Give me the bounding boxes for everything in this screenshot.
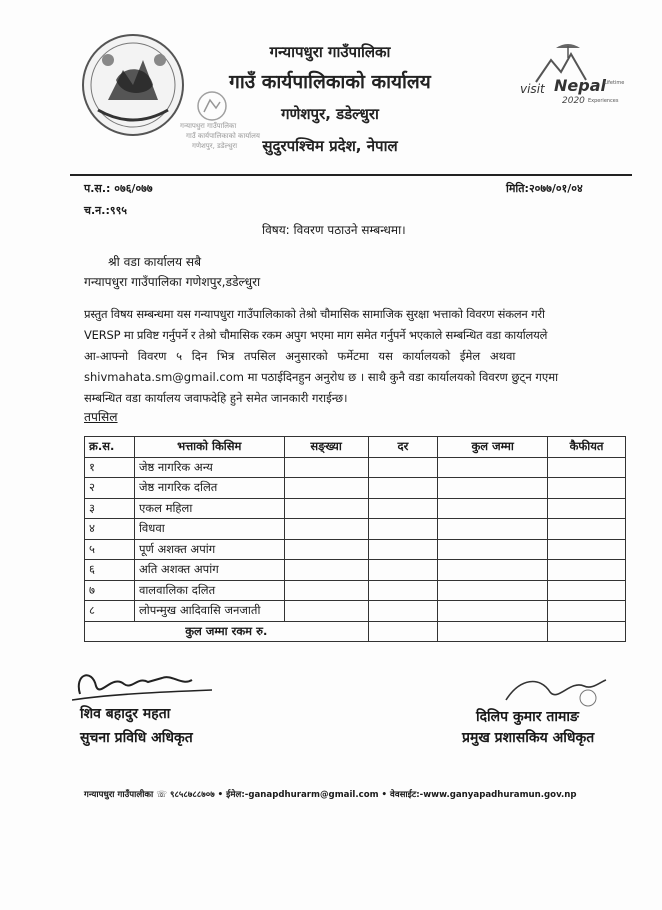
col-header-sn: क्र.स. — [85, 437, 135, 458]
table-header-row — [85, 437, 626, 458]
cell-count — [284, 478, 368, 499]
table-row — [85, 457, 626, 478]
header-line-3: गणेशपुर, डडेल्धुरा — [281, 105, 379, 123]
office-stamp — [180, 88, 268, 158]
para-line-3: आ-आफ्नो विवरण ५ दिन भित्र तपसिल अनुसारको फर्मेटमा यस कार्यालयको ईमेल अथवा — [84, 349, 516, 363]
right-signatory-name: दिलिप कुमार तामाङ — [476, 709, 579, 725]
cell-count — [284, 519, 368, 540]
cell-count — [284, 498, 368, 519]
tag-lifetime: Lifetime — [604, 80, 625, 86]
header-line-1: गन्यापधुरा गाउँपालिका — [269, 43, 391, 61]
cell-count — [284, 601, 368, 622]
right-signature-scribble — [500, 672, 610, 708]
header-line-2: गाउँ कार्यपालिकाको कार्यालय — [229, 71, 431, 93]
cell-remarks — [548, 539, 626, 560]
reference-number: प.स.: ०७६/०७७ — [84, 182, 153, 195]
subject-line: विषय: विवरण पठाउने सम्बन्धमा। — [262, 223, 406, 237]
col-header-total: कुल जम्मा — [438, 437, 548, 458]
cell-type: एकल महिला — [134, 498, 284, 519]
cell-type: जेष्ठ नागरिक अन्य — [134, 457, 284, 478]
cell-total — [438, 457, 548, 478]
right-signatory-title: प्रमुख प्रशासकिय अधिकृत — [462, 730, 595, 746]
tapasil-heading: तपसिल — [84, 410, 118, 424]
cell-count — [284, 539, 368, 560]
visit-nepal-logo — [516, 40, 626, 110]
cell-count — [284, 560, 368, 581]
cell-sn: ६ — [85, 560, 135, 581]
cell-sn: ३ — [85, 498, 135, 519]
cell-sn: १ — [85, 457, 135, 478]
cell-total — [438, 601, 548, 622]
dispatch-number: च.न.:९९५ — [84, 204, 128, 217]
table-row — [85, 519, 626, 540]
total-rate — [368, 621, 438, 642]
header-divider — [70, 174, 632, 176]
cell-remarks — [548, 498, 626, 519]
cell-count — [284, 580, 368, 601]
cell-rate — [368, 457, 438, 478]
cell-remarks — [548, 519, 626, 540]
col-header-type: भत्ताको किसिम — [134, 437, 284, 458]
para-line-5: सम्बन्धित वडा कार्यालय जवाफदेहि हुने समेत जानकारी गराईन्छ। — [84, 391, 348, 405]
visit-year: 2020 — [562, 96, 585, 106]
cell-remarks — [548, 478, 626, 499]
cell-total — [438, 560, 548, 581]
cell-rate — [368, 498, 438, 519]
table-row — [85, 539, 626, 560]
nepal-emblem-logo — [78, 30, 188, 140]
table-row — [85, 580, 626, 601]
cell-type: जेष्ठ नागरिक दलित — [134, 478, 284, 499]
footer-contact: गन्यापधुरा गाउँपालीका ☏ ९८५८७८८७०७ • ईमेल:-ganapdhurarm@gmail.com • वेवसाईट:-www.ganyapadhuramun.gov.np — [84, 790, 577, 800]
table-row — [85, 498, 626, 519]
cell-remarks — [548, 560, 626, 581]
para-line-1: प्रस्तुत विषय सम्बन्धमा यस गन्यापधुरा गाउँपालिकाको तेश्रो चौमासिक सामाजिक सुरक्षा भत्ताको विवरण संकलन गरी — [84, 307, 545, 321]
total-label: कुल जम्मा रकम रु. — [85, 621, 369, 642]
left-signatory-name: शिव बहादुर महता — [80, 706, 171, 722]
cell-remarks — [548, 601, 626, 622]
header-line-4: सुदुरपश्चिम प्रदेश, नेपाल — [262, 137, 398, 155]
cell-rate — [368, 580, 438, 601]
cell-total — [438, 498, 548, 519]
cell-sn: २ — [85, 478, 135, 499]
cell-remarks — [548, 457, 626, 478]
letter-date: मिति:२०७७/०१/०४ — [506, 182, 583, 195]
tag-experiences: Experiences — [588, 98, 619, 104]
cell-rate — [368, 560, 438, 581]
cell-total — [438, 580, 548, 601]
table-row — [85, 560, 626, 581]
table-row — [85, 601, 626, 622]
stamp-line-3: गणेशपुर, डडेल्धुरा — [192, 142, 238, 150]
nepal-word: Nepal — [554, 76, 606, 95]
total-amount — [438, 621, 548, 642]
total-remarks — [548, 621, 626, 642]
cell-total — [438, 519, 548, 540]
addressee-line-2: गन्यापधुरा गाउँपालिका गणेशपुर,डडेल्धुरा — [84, 275, 261, 289]
left-signatory-title: सुचना प्रविधि अधिकृत — [80, 730, 193, 746]
col-header-count: सङ्ख्या — [284, 437, 368, 458]
table-total-row — [85, 621, 626, 642]
body-paragraph — [84, 304, 626, 409]
cell-sn: ७ — [85, 580, 135, 601]
cell-total — [438, 539, 548, 560]
cell-type: पूर्ण अशक्त अपांग — [134, 539, 284, 560]
table-row — [85, 478, 626, 499]
cell-type: लोपन्मुख आदिवासि जनजाती — [134, 601, 284, 622]
cell-total — [438, 478, 548, 499]
cell-count — [284, 457, 368, 478]
addressee-line-1: श्री वडा कार्यालय सबै — [108, 255, 202, 269]
left-signature-scribble — [72, 664, 232, 704]
col-header-rate: दर — [368, 437, 438, 458]
cell-type: अति अशक्त अपांग — [134, 560, 284, 581]
cell-sn: ८ — [85, 601, 135, 622]
cell-rate — [368, 478, 438, 499]
stamp-line-1: गन्यापधुरा गाउँपालिका — [180, 122, 237, 130]
cell-rate — [368, 601, 438, 622]
visit-word: visit — [520, 82, 545, 96]
cell-rate — [368, 519, 438, 540]
cell-rate — [368, 539, 438, 560]
cell-type: वालवालिका दलित — [134, 580, 284, 601]
cell-type: विधवा — [134, 519, 284, 540]
col-header-remarks: कैफीयत — [548, 437, 626, 458]
cell-sn: ४ — [85, 519, 135, 540]
cell-remarks — [548, 580, 626, 601]
stamp-line-2: गाउँ कार्यपालिकाको कार्यालय — [186, 132, 260, 140]
para-line-2: VERSP मा प्रविष्ट गर्नुपर्ने र तेश्रो चौमासिक रकम अपुग भएमा माग समेत गर्नुपर्ने भएकाले सम्बन्धित वडा कार्यालयले — [84, 328, 548, 342]
para-line-4: shivmahata.sm@gmail.com मा पठाईदिनहुन अनुरोध छ । साथै कुनै वडा कार्यालयको विवरण छुट्न गएमा — [84, 370, 559, 384]
allowance-table — [84, 436, 626, 642]
cell-sn: ५ — [85, 539, 135, 560]
